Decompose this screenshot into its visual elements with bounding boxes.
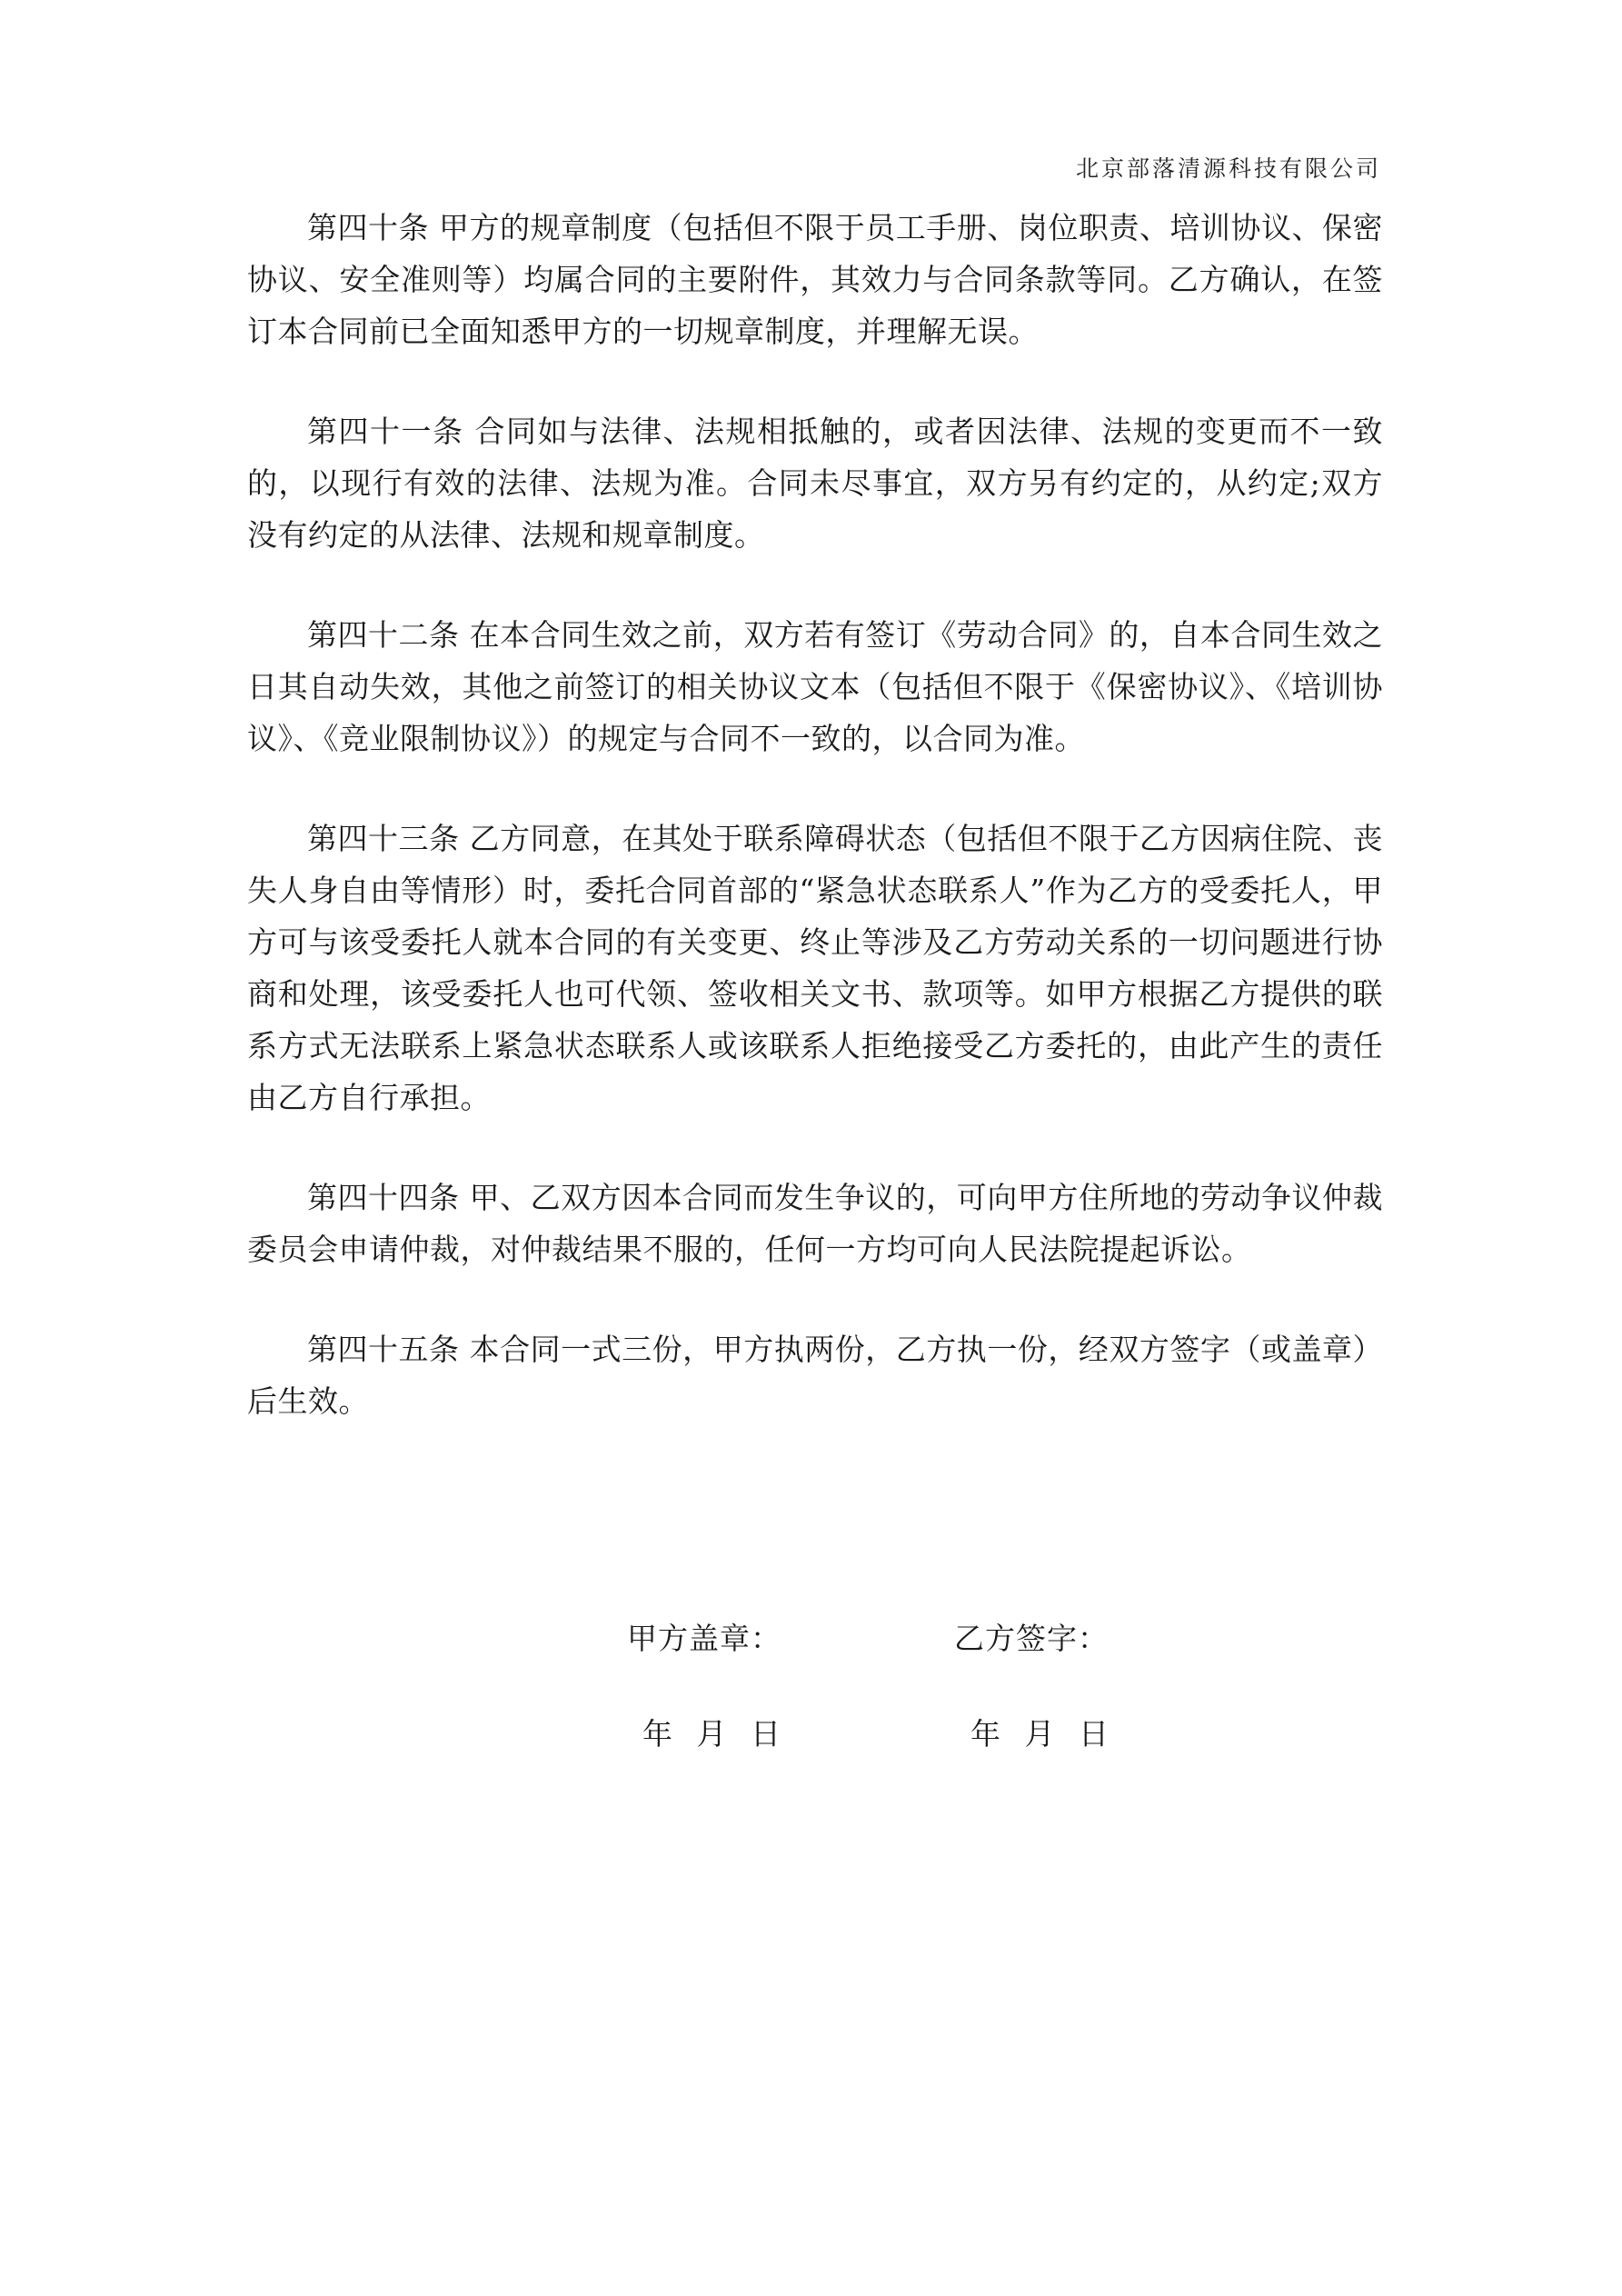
party-b-date: 年 月 日 [970,1716,1110,1752]
article-42: 第四十二条 在本合同生效之前，双方若有签订《劳动合同》的，自本合同生效之日其自动失效，其他之前签订的相关协议文本（包括但不限于《保密协议》、《培训协议》、《竞业限制协议》）的规定与合同不一致的，以合同为准。 [247,617,1383,756]
article-40: 第四十条 甲方的规章制度（包括但不限于员工手册、岗位职责、培训协议、保密协议、安全准则等）均属合同的主要附件，其效力与合同条款等同。乙方确认，在签订本合同前已全面知悉甲方的一切规章制度，并理解无误。 [247,210,1383,349]
party-a-date: 年 月 日 [642,1716,781,1752]
article-45: 第四十五条 本合同一式三份，甲方执两份，乙方执一份，经双方签字（或盖章）后生效。 [247,1332,1383,1419]
company-header: 北京部落清源科技有限公司 [1075,155,1381,182]
article-41: 第四十一条 合同如与法律、法规相抵触的，或者因法律、法规的变更而不一致的，以现行有效的法律、法规为准。合同未尽事宜，双方另有约定的，从约定;双方没有约定的从法律、法规和规章制度。 [247,414,1383,553]
party-a-seal-label: 甲方盖章： [627,1621,781,1656]
article-43: 第四十三条 乙方同意，在其处于联系障碍状态（包括但不限于乙方因病住院、丧失人身自由等情形）时，委托合同首部的“紧急状态联系人”作为乙方的受委托人，甲方可与该受委托人就本合同的有关变更、终止等涉及乙方劳动关系的一切问题进行协商和处理，该受委托人也可代领、签收相关文书、款项等。如甲方根据乙方提供的联系方式无法联系上紧急状态联系人或该联系人拒绝接受乙方委托的，由此产生的责任由乙方自行承担。 [247,821,1383,1115]
party-b-sign-label: 乙方签字： [954,1621,1109,1656]
article-44: 第四十四条 甲、乙双方因本合同而发生争议的，可向甲方住所地的劳动争议仲裁委员会申请仲裁，对仲裁结果不服的，任何一方均可向人民法院提起诉讼。 [247,1180,1383,1267]
contract-body [247,202,1383,1475]
